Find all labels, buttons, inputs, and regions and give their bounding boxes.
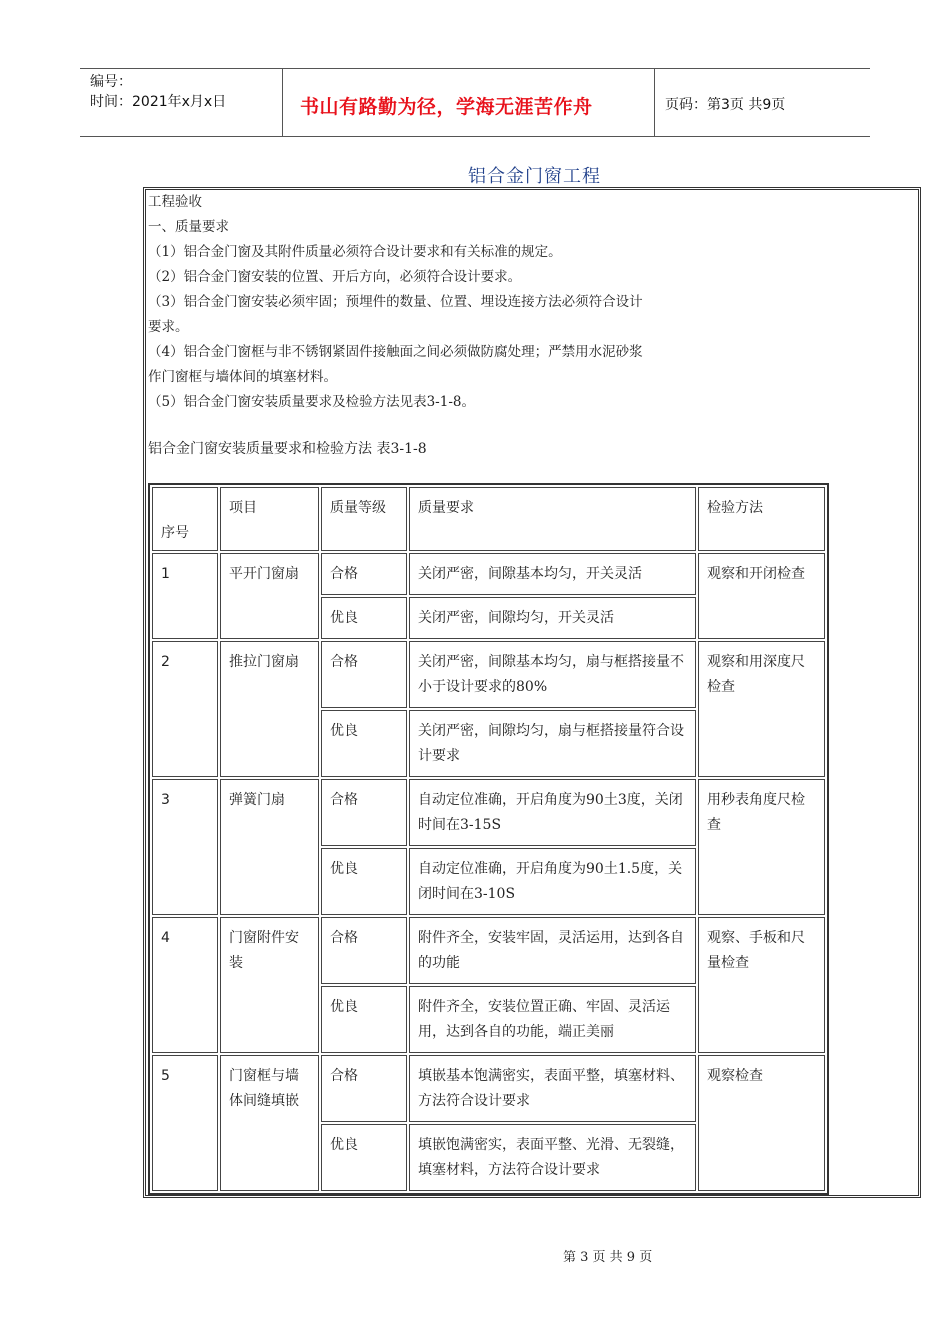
- row-method: 用秒表角度尺检查: [698, 779, 825, 915]
- document-number-label: 编号：: [90, 74, 132, 90]
- requirement-line: （2）铝合金门窗安装的位置、开后方向，必须符合设计要求。: [148, 269, 522, 285]
- row-requirement: 附件齐全，安装牢固，灵活运用，达到各自的功能: [409, 917, 696, 984]
- row-grade: 优良: [321, 986, 407, 1053]
- header-requirement: 质量要求: [409, 487, 696, 551]
- row-number: 1: [152, 553, 218, 639]
- row-method: 观察和用深度尺检查: [698, 641, 825, 777]
- header-grade: 质量等级: [321, 487, 407, 551]
- table-caption: 铝合金门窗安装质量要求和检验方法 表3-1-8: [148, 441, 427, 457]
- row-requirement: 自动定位准确，开启角度为90土1.5度，关闭时间在3-10S: [409, 848, 696, 915]
- row-grade: 合格: [321, 779, 407, 846]
- header-no: 序号: [152, 487, 218, 551]
- requirement-line: （3）铝合金门窗安装必须牢固；预埋件的数量、位置、埋设连接方法必须符合设计: [148, 294, 643, 310]
- row-grade: 优良: [321, 597, 407, 639]
- row-requirement: 关闭严密，间隙均匀，开关灵活: [409, 597, 696, 639]
- table-row: [152, 553, 825, 595]
- requirement-line: （1）铝合金门窗及其附件质量必须符合设计要求和有关标准的规定。: [148, 244, 562, 260]
- row-requirement: 自动定位准确，开启角度为90土3度，关闭时间在3-15S: [409, 779, 696, 846]
- row-item: 弹簧门扇: [220, 779, 319, 915]
- section-text: [148, 190, 688, 415]
- table-row: [152, 641, 825, 708]
- header-bottom-rule: [80, 136, 870, 137]
- table-row: [152, 779, 825, 846]
- row-number: 2: [152, 641, 218, 777]
- row-requirement: 关闭严密，间隙基本均匀，开关灵活: [409, 553, 696, 595]
- table-header-row: [152, 487, 825, 551]
- row-item: 门窗附件安装: [220, 917, 319, 1053]
- row-method: 观察检查: [698, 1055, 825, 1191]
- row-grade: 合格: [321, 641, 407, 708]
- row-number: 5: [152, 1055, 218, 1191]
- row-method: 观察、手板和尺量检查: [698, 917, 825, 1053]
- requirement-line: （5）铝合金门窗安装质量要求及检验方法见表3-1-8。: [148, 394, 475, 410]
- row-number: 3: [152, 779, 218, 915]
- header-page-info: 页码：第3页 共9页: [665, 97, 786, 113]
- header-divider: [282, 68, 283, 136]
- row-number: 4: [152, 917, 218, 1053]
- page-footer: 第 3 页 共 9 页: [563, 1250, 653, 1265]
- row-grade: 优良: [321, 848, 407, 915]
- document-date: 时间：2021年x月x日: [90, 94, 227, 110]
- table-row: [152, 1055, 825, 1122]
- requirement-line: （4）铝合金门窗框与非不锈钢紧固件接触面之间必须做防腐处理；严禁用水泥砂浆: [148, 344, 643, 360]
- quality-table: [148, 483, 829, 1195]
- row-grade: 合格: [321, 917, 407, 984]
- section-subheading: 一、质量要求: [148, 219, 229, 235]
- requirement-line: 作门窗框与墙体间的填塞材料。: [148, 369, 337, 385]
- header-method: 检验方法: [698, 487, 825, 551]
- header-divider: [654, 68, 655, 136]
- section-heading: 工程验收: [148, 194, 202, 210]
- row-grade: 优良: [321, 1124, 407, 1191]
- row-requirement: 附件齐全，安装位置正确、牢固、灵活运用，达到各自的功能，端正美丽: [409, 986, 696, 1053]
- header-top-rule: [80, 68, 870, 69]
- row-grade: 优良: [321, 710, 407, 777]
- row-requirement: 关闭严密，间隙均匀，扇与框搭接量符合设计要求: [409, 710, 696, 777]
- header-item: 项目: [220, 487, 319, 551]
- row-requirement: 填嵌饱满密实，表面平整、光滑、无裂缝，填塞材料，方法符合设计要求: [409, 1124, 696, 1191]
- row-method: 观察和开闭检查: [698, 553, 825, 639]
- row-item: 平开门窗扇: [220, 553, 319, 639]
- row-grade: 合格: [321, 1055, 407, 1122]
- row-grade: 合格: [321, 553, 407, 595]
- header-motto: 书山有路勤为径，学海无涯苦作舟: [300, 96, 593, 118]
- header-meta: [90, 72, 226, 112]
- row-requirement: 关闭严密，间隙基本均匀，扇与框搭接量不小于设计要求的80%: [409, 641, 696, 708]
- row-item: 推拉门窗扇: [220, 641, 319, 777]
- requirement-line: 要求。: [148, 319, 189, 335]
- row-item: 门窗框与墙体间缝填嵌: [220, 1055, 319, 1191]
- table-row: [152, 917, 825, 984]
- row-requirement: 填嵌基本饱满密实，表面平整，填塞材料、方法符合设计要求: [409, 1055, 696, 1122]
- document-title: 铝合金门窗工程: [468, 166, 601, 187]
